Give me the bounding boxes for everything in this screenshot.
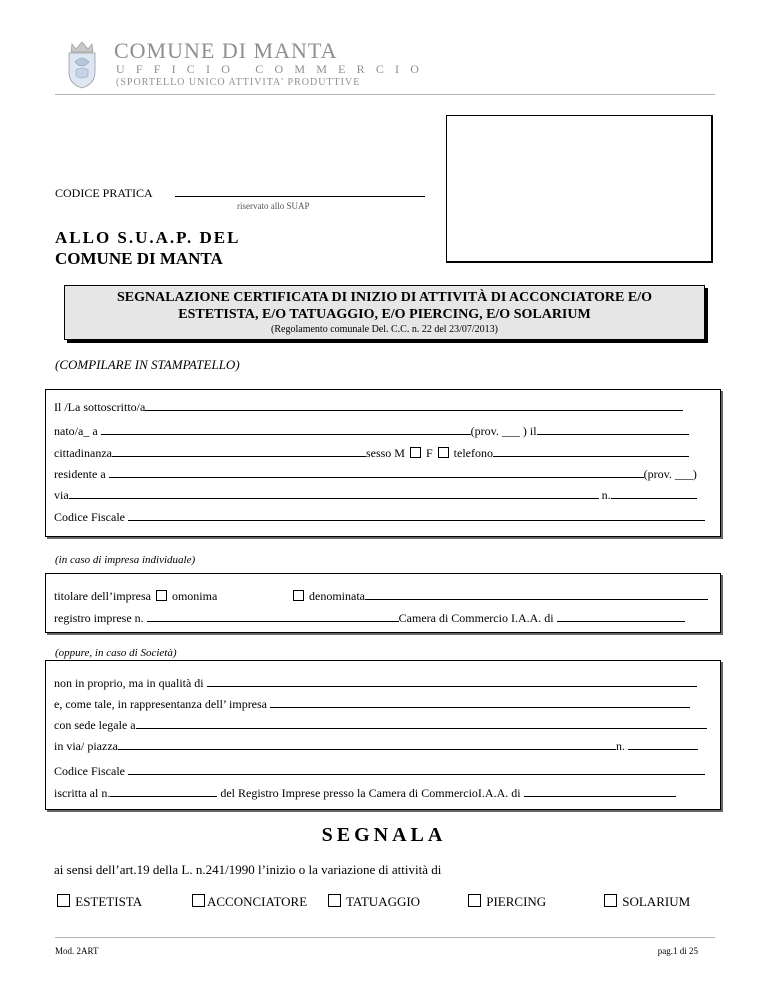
codice-fiscale-label: Codice Fiscale — [54, 510, 125, 524]
registro-field[interactable] — [147, 611, 399, 622]
denominata-field[interactable] — [365, 589, 708, 600]
note-societa: (oppure, in caso di Società) — [55, 647, 177, 659]
row-sede — [54, 718, 707, 733]
footer-model: Mod. 2ART — [55, 946, 99, 956]
header-subtitle: UFFICIO COMMERCIO — [116, 62, 431, 76]
row-qualita — [54, 676, 697, 691]
via-piazza-field[interactable] — [118, 739, 616, 750]
sede-label: con sede legale a — [54, 718, 136, 732]
header-subtitle-2: (SPORTELLO UNICO ATTIVITA' PRODUTTIVE — [116, 77, 361, 88]
nato-label: nato/a_ a — [54, 424, 98, 438]
data-nascita-field[interactable] — [537, 424, 689, 435]
denominata-label: denominata — [309, 589, 365, 603]
societa-codice-fiscale-field[interactable] — [128, 764, 705, 775]
tatuaggio-label: TATUAGGIO — [346, 894, 421, 909]
header-divider — [55, 94, 715, 95]
omonima-label: omonima — [171, 589, 218, 603]
residente-field[interactable] — [109, 467, 644, 478]
registro-label: registro imprese n. — [54, 611, 144, 625]
segnala-heading: SEGNALA — [321, 824, 447, 846]
omonima-checkbox[interactable] — [156, 590, 167, 601]
activity-estetista — [55, 894, 142, 910]
camera-label: Camera di Commercio I.A.A. di — [398, 611, 554, 625]
row-nato — [54, 424, 689, 439]
form-title-line-2: ESTETISTA, E/O TATUAGGIO, E/O PIERCING, E/O SOLARIUM — [178, 307, 591, 322]
iscritta-registro-label: del Registro Imprese presso la Camera di CommercioI.A.A. di — [220, 786, 521, 800]
row-rappresentanza — [54, 697, 690, 712]
row-iscritta — [54, 786, 676, 801]
row-cittadinanza — [54, 446, 689, 461]
rappresentanza-label: e, come tale, in rappresentanza dell’ impresa — [54, 697, 268, 711]
titolare-label: titolare dell’impresa — [54, 589, 151, 603]
civico-label: n. — [601, 488, 611, 502]
iscritta-label: iscritta al n. — [54, 786, 111, 800]
ai-sensi-text: ai sensi dell’art.19 della L. n.241/1990 l’inizio o la variazione di attività di — [54, 862, 442, 877]
form-title-line-1: SEGNALAZIONE CERTIFICATA DI INIZIO DI ATTIVITÀ DI ACCONCIATORE E/O — [117, 290, 652, 305]
addressee-line-1: ALLO S.U.A.P. DEL — [55, 228, 241, 247]
row-via-piazza — [54, 739, 698, 754]
telefono-label: telefono — [453, 446, 493, 460]
footer-divider — [55, 937, 715, 938]
municipal-crest-logo — [64, 40, 100, 90]
row-codice-fiscale — [54, 510, 705, 525]
iscritta-camera-field[interactable] — [524, 786, 676, 797]
row-denominata — [291, 589, 708, 604]
societa-codice-fiscale-label: Codice Fiscale — [54, 764, 125, 778]
rappresentanza-field[interactable] — [270, 697, 690, 708]
via-piazza-label: in via/ piazza — [54, 739, 118, 753]
prov-il-label: (prov. ___ ) il — [470, 424, 537, 438]
luogo-nascita-field[interactable] — [101, 424, 471, 435]
header-title: COMUNE DI MANTA — [114, 38, 338, 63]
telefono-field[interactable] — [493, 446, 689, 457]
societa-civico-field[interactable] — [628, 739, 698, 750]
sede-field[interactable] — [136, 718, 707, 729]
row-via — [54, 488, 697, 503]
sesso-m-checkbox[interactable] — [410, 447, 421, 458]
row-registro — [54, 611, 685, 626]
tatuaggio-checkbox[interactable] — [328, 894, 341, 907]
via-label: via — [54, 488, 69, 502]
codice-pratica-field[interactable] — [175, 196, 425, 197]
iscritta-field[interactable] — [110, 786, 217, 797]
sesso-f-checkbox[interactable] — [438, 447, 449, 458]
cittadinanza-field[interactable] — [112, 446, 366, 457]
sottoscritto-field[interactable] — [145, 400, 683, 411]
sottoscritto-label: Il /La sottoscritto/a — [54, 400, 146, 414]
cittadinanza-label: cittadinanza — [54, 446, 112, 460]
sesso-f-label: F — [425, 446, 433, 460]
qualita-field[interactable] — [207, 676, 697, 687]
sesso-label: sesso M — [365, 446, 405, 460]
solarium-checkbox[interactable] — [604, 894, 617, 907]
residente-label: residente a — [54, 467, 106, 481]
estetista-label: ESTETISTA — [75, 894, 143, 909]
civico-field[interactable] — [611, 488, 697, 499]
form-title-box — [64, 285, 705, 340]
residente-prov-label: (prov. ___) — [643, 467, 697, 481]
row-sottoscritto — [54, 400, 683, 415]
note-stampatello: (COMPILARE IN STAMPATELLO) — [55, 357, 240, 372]
estetista-checkbox[interactable] — [57, 894, 70, 907]
piercing-label: PIERCING — [486, 894, 547, 909]
qualita-label: non in proprio, ma in qualità di — [54, 676, 204, 690]
activity-tatuaggio — [326, 894, 420, 910]
solarium-label: SOLARIUM — [622, 894, 691, 909]
form-title-regulation: (Regolamento comunale Del. C.C. n. 22 del 23/07/2013) — [271, 324, 498, 335]
riservato-note: riservato allo SUAP — [237, 201, 310, 211]
footer-page-number: pag.1 di 25 — [657, 946, 698, 956]
activity-solarium — [602, 894, 690, 910]
denominata-checkbox[interactable] — [293, 590, 304, 601]
activity-piercing — [466, 894, 546, 910]
codice-pratica-label: CODICE PRATICA — [55, 186, 153, 200]
acconciatore-checkbox[interactable] — [192, 894, 205, 907]
row-societa-codice-fiscale — [54, 764, 705, 779]
row-residente — [54, 467, 697, 482]
activity-acconciatore — [190, 894, 307, 910]
codice-fiscale-field[interactable] — [128, 510, 705, 521]
addressee-line-2: COMUNE DI MANTA — [55, 249, 223, 268]
piercing-checkbox[interactable] — [468, 894, 481, 907]
acconciatore-label: ACCONCIATORE — [207, 894, 308, 909]
societa-civico-label: n. — [615, 739, 625, 753]
camera-field[interactable] — [557, 611, 685, 622]
note-individuale: (in caso di impresa individuale) — [55, 554, 196, 566]
via-field[interactable] — [69, 488, 599, 499]
stamp-box — [446, 115, 713, 263]
row-titolare — [54, 589, 217, 604]
